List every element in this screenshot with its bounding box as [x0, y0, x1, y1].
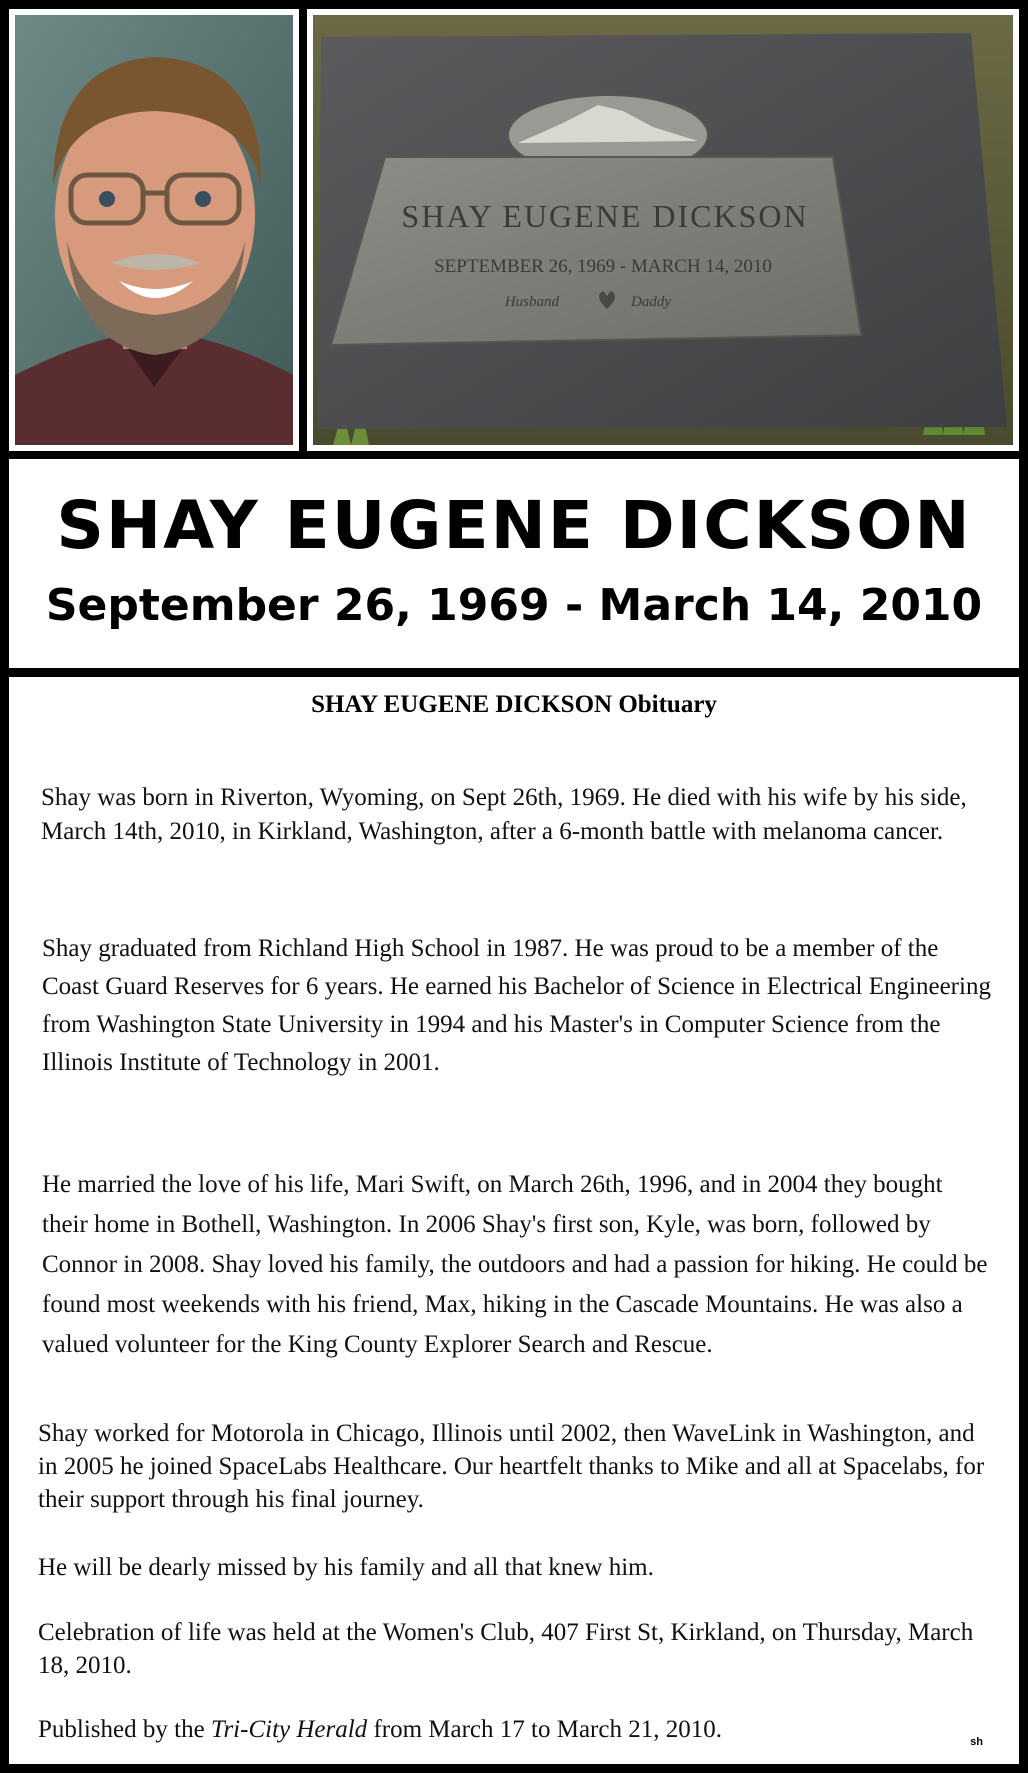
headstone-illustration: [313, 15, 1013, 445]
banner-name: SHAY EUGENE DICKSON: [56, 487, 972, 564]
obituary-paragraph: Shay graduated from Richland High School in 1987. He was proud to be a member of the Coast Guard Reserves for 6 years. He earned his Bachelor of Science in Electrical Engineering from Washington State University in 1994 and his Master's in Computer Science from the Illinois Institute of Technology in 2001.: [42, 935, 991, 1076]
headstone-name: SHAY EUGENE DICKSON: [401, 198, 809, 234]
obituary-paragraph: He married the love of his life, Mari Swift, on March 26th, 1996, and in 2004 they bought their home in Bothell, Washington. In 2006 Shay's first son, Kyle, was born, followed by Connor in 2008. Shay loved his family, the outdoors and had a passion for hiking. He could be found most weekends with his friend, Max, hiking in the Cascade Mountains. He was also a valued volunteer for the King County Explorer Search and Rescue.: [42, 1171, 988, 1358]
newspaper-name: Tri-City Herald: [210, 1716, 368, 1743]
published-notice: [38, 1713, 988, 1746]
published-prefix: Published by the: [38, 1716, 211, 1743]
obituary-paragraph: Shay worked for Motorola in Chicago, Illinois until 2002, then WaveLink in Washington, and in 2005 he joined SpaceLabs Healthcare. Our heartfelt thanks to Mike and all at Spacelabs, for their support through his final journey.: [38, 1420, 985, 1513]
published-suffix: from March 17 to March 21, 2010.: [367, 1716, 722, 1743]
creator-initials: sh: [970, 1736, 983, 1748]
banner-dates: September 26, 1969 - March 14, 2010: [45, 580, 983, 631]
headstone-dates: SEPTEMBER 26, 1969 - MARCH 14, 2010: [434, 256, 772, 277]
obituary-paragraph: Celebration of life was held at the Women's Club, 407 First St, Kirkland, on Thursday, March 18, 2010.: [38, 1619, 974, 1679]
portrait-image: [15, 15, 293, 445]
headstone-photo: [307, 9, 1019, 451]
obituary-paragraph: He will be dearly missed by his family and all that knew him.: [38, 1554, 654, 1581]
headstone-inscription-left: Husband: [504, 294, 559, 310]
headstone-image: [313, 15, 1013, 445]
title-banner: [9, 459, 1019, 668]
obituary-paragraph: Shay was born in Riverton, Wyoming, on Sept 26th, 1969. He died with his wife by his side, March 14th, 2010, in Kirkland, Washington, after a 6-month battle with melanoma cancer.: [41, 784, 967, 845]
obituary-panel: [9, 677, 1019, 1764]
headstone-inscription-right: Daddy: [631, 294, 671, 310]
portrait-photo: [9, 9, 299, 451]
portrait-illustration: [15, 15, 293, 445]
obituary-heading: SHAY EUGENE DICKSON Obituary: [311, 691, 717, 718]
